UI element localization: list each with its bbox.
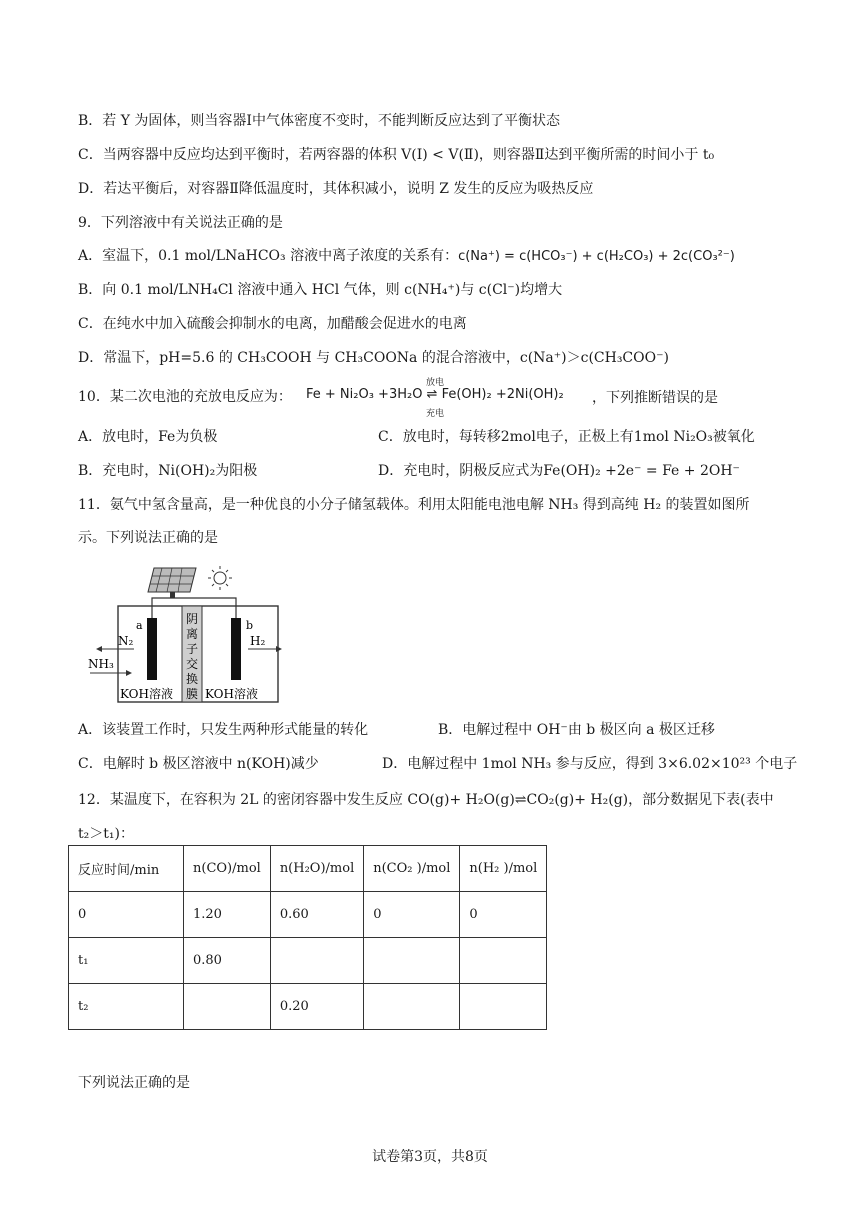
table-cell: 0.60: [270, 892, 363, 938]
equation-body: Fe + Ni₂O₃ +3H₂O ⇌ Fe(OH)₂ +2Ni(OH)₂: [306, 387, 564, 402]
page-footer: 试卷第3页，共8页: [372, 1149, 488, 1165]
table-cell: [184, 984, 271, 1030]
table-header-cell: 反应时间/min: [69, 846, 184, 892]
q12-data-table: [68, 845, 547, 1030]
h2-label: H₂: [250, 634, 266, 648]
equation-charge-label: 充电: [426, 409, 445, 419]
equation-discharge-label: 放电: [426, 378, 445, 388]
solar-panel-icon: [148, 568, 196, 598]
table-row: [69, 938, 547, 984]
nh3-arrow-head: [126, 670, 132, 676]
q11-stem-line2: 示。下列说法正确的是: [78, 530, 218, 546]
table-header-cell: n(CO₂ )/mol: [364, 846, 460, 892]
q11-option-a: A．该装置工作时，只发生两种形式能量的转化: [78, 722, 369, 738]
electrode-a: [147, 618, 157, 680]
table-header-cell: n(H₂ )/mol: [460, 846, 547, 892]
q10-option-c: C．放电时，每转移2mol电子，正极上有1mol Ni₂O₃被氧化: [378, 429, 755, 445]
electrolysis-diagram: [84, 562, 284, 708]
nh3-label: NH₃: [88, 657, 114, 671]
table-cell: t₂: [69, 984, 184, 1030]
q8-option-d: D．若达平衡后，对容器Ⅱ降低温度时，其体积减小，说明 Z 发生的反应为吸热反应: [78, 181, 594, 197]
table-row: [69, 892, 547, 938]
electrode-b: [231, 618, 241, 680]
q9-option-c: C．在纯水中加入硫酸会抑制水的电离，加醋酸会促进水的电离: [78, 316, 467, 332]
q10-option-a: A．放电时，Fe为负极: [78, 429, 218, 445]
table-cell: 0: [460, 892, 547, 938]
sun-icon: [208, 566, 232, 590]
h2-arrow-head: [276, 646, 282, 652]
membrane-char-6: 膜: [185, 687, 199, 701]
q9-option-d: D．常温下，pH=5.6 的 CH₃COOH 与 CH₃COONa 的混合溶液中，c(Na⁺)＞c(CH₃COO⁻): [78, 350, 669, 366]
electrode-a-label: a: [136, 619, 143, 632]
table-cell: 0.20: [270, 984, 363, 1030]
q9-stem: 9．下列溶液中有关说法正确的是: [78, 215, 283, 231]
table-header-cell: n(H₂O)/mol: [270, 846, 363, 892]
q11-option-d: D．电解过程中 1mol NH₃ 参与反应，得到 3×6.02×10²³ 个电子: [382, 756, 798, 772]
table-cell: 0: [69, 892, 184, 938]
membrane-char-5: 换: [185, 672, 199, 686]
table-row: [69, 984, 547, 1030]
q12-stem-line2: t₂＞t₁)：: [78, 826, 134, 842]
electrode-b-label: b: [246, 619, 254, 632]
koh-right-label: KOH溶液: [205, 687, 258, 701]
table-cell: [364, 938, 460, 984]
n2-label: N₂: [118, 634, 134, 648]
q9-option-a-formula: c(Na⁺) = c(HCO₃⁻) + c(H₂CO₃) + 2c(CO₃²⁻): [458, 249, 735, 264]
q9-option-a-text: A．室温下，0.1 mol/LNaHCO₃ 溶液中离子浓度的关系有：: [78, 248, 459, 264]
table-cell: [270, 938, 363, 984]
q11-stem-line1: 11．氨气中氢含量高，是一种优良的小分子储氢载体。利用太阳能电池电解 NH₃ 得到高纯 H₂ 的装置如图所: [78, 497, 750, 513]
q8-option-b: B．若 Y 为固体，则当容器Ⅰ中气体密度不变时，不能判断反应达到了平衡状态: [78, 113, 560, 129]
table-cell: 0.80: [184, 938, 271, 984]
q9-option-a: [78, 246, 735, 267]
table-header-cell: n(CO)/mol: [184, 846, 271, 892]
membrane-char-4: 交: [185, 657, 199, 671]
q8-option-c: C．当两容器中反应均达到平衡时，若两容器的体积 V(Ⅰ) < V(Ⅱ)，则容器Ⅱ达到平衡所需的时间小于 t₀: [78, 147, 715, 163]
q12-after-table: 下列说法正确的是: [78, 1075, 190, 1091]
table-cell: t₁: [69, 938, 184, 984]
q12-stem-line1: 12．某温度下，在容积为 2L 的密闭容器中发生反应 CO(g)+ H₂O(g)⇌CO₂(g)+ H₂(g)，部分数据见下表(表中: [78, 792, 774, 808]
table-cell: [460, 938, 547, 984]
q10-equation: [306, 375, 596, 419]
membrane-char-2: 离: [185, 627, 199, 641]
q10-stem-tail: ，下列推断错误的是: [592, 390, 718, 406]
table-header-row: [69, 846, 547, 892]
table-cell: 1.20: [184, 892, 271, 938]
koh-left-label: KOH溶液: [120, 687, 173, 701]
q9-option-b: B．向 0.1 mol/LNH₄Cl 溶液中通入 HCl 气体，则 c(NH₄⁺)与 c(Cl⁻)均增大: [78, 282, 563, 298]
q10-option-b: B．充电时，Ni(OH)₂为阳极: [78, 463, 258, 479]
q11-option-b: B．电解过程中 OH⁻由 b 极区向 a 极区迁移: [438, 722, 715, 738]
table-cell: [460, 984, 547, 1030]
membrane-char-3: 子: [185, 642, 199, 656]
n2-arrow-head: [96, 646, 102, 652]
membrane-char-1: 阴: [185, 612, 199, 626]
q10-option-d: D．充电时，阴极反应式为Fe(OH)₂ +2e⁻ = Fe + 2OH⁻: [378, 463, 740, 479]
table-cell: [364, 984, 460, 1030]
q11-option-c: C．电解时 b 极区溶液中 n(KOH)减少: [78, 756, 319, 772]
table-cell: 0: [364, 892, 460, 938]
q10-stem: 10．某二次电池的充放电反应为：: [78, 389, 292, 405]
